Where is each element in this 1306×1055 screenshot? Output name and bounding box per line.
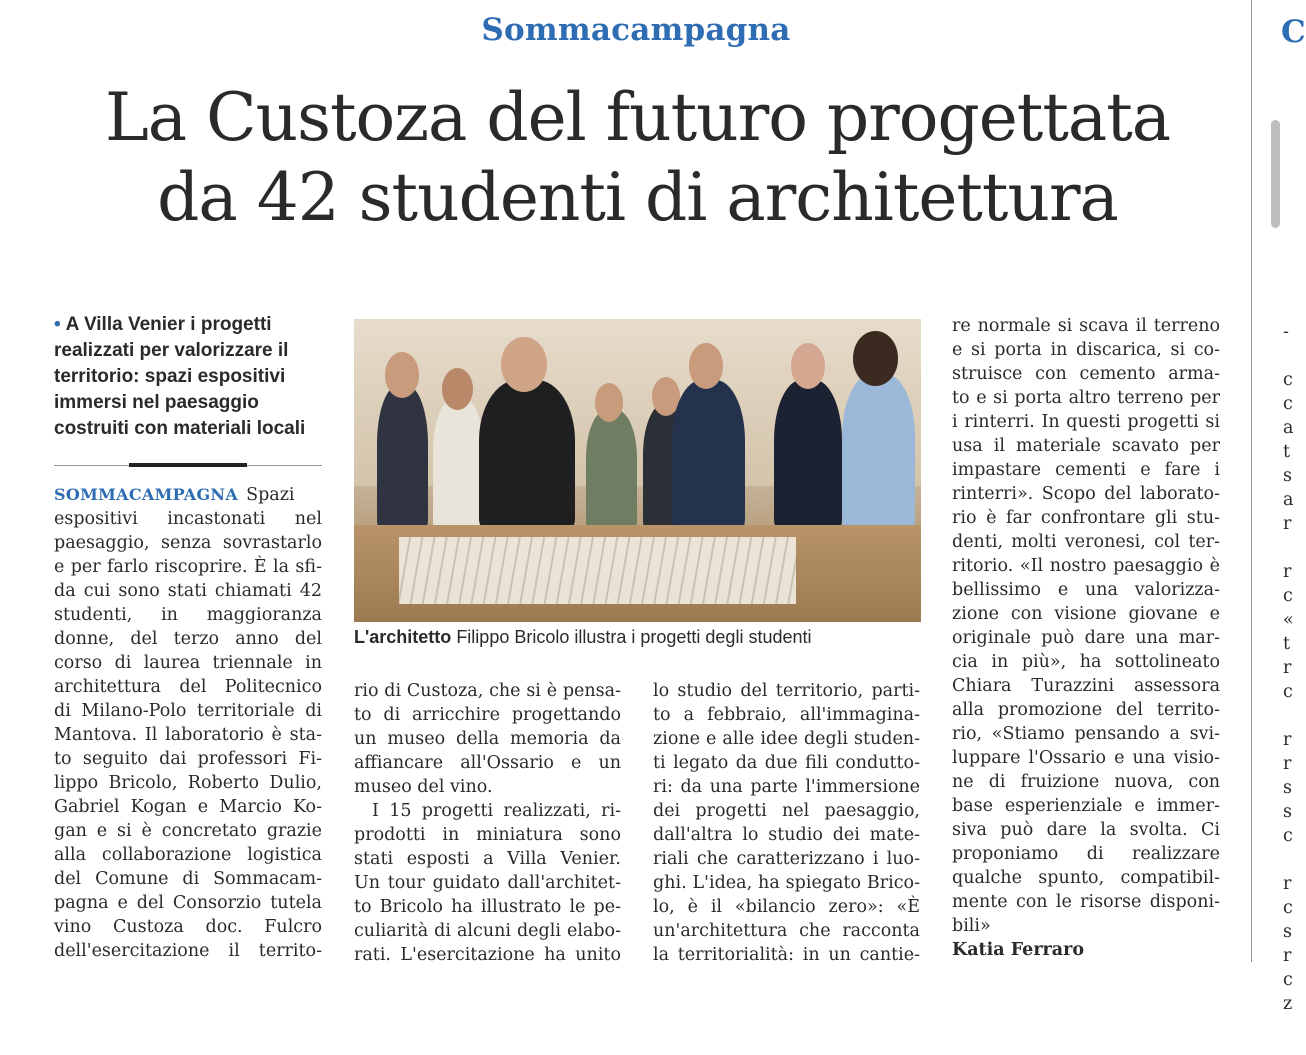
text-line: alla collaborazione logistica [54,845,322,865]
text-line: architettura del Politecnico [54,677,322,697]
text-line: e per farlo riscoprire. È la sfi- [54,557,322,577]
text-line: pagna e del Consorzio tutela [54,893,322,913]
text-line: rio di Custoza, che si è pensa- [354,681,621,701]
text-line: originale può dare una mar- [952,628,1220,648]
text-line: base esperienziale e immer- [952,796,1220,816]
text-line: e si porta in discarica, si co- [952,340,1220,360]
text-line: to seguito dai professori Fi- [54,749,322,769]
headline-line-1: La Custoza del futuro progettata [104,79,1171,156]
summary [54,312,326,442]
divider-accent [129,463,247,467]
author-signature: Katia Ferraro [952,940,1084,960]
photo-caption [354,627,924,648]
text-line: cia in più», ha sottolineato [952,652,1220,672]
text-line: rati. L'esercitazione ha unito [354,945,621,965]
headline [40,78,1235,238]
caption-text: Filippo Bricolo illustra i progetti degli studenti [456,627,812,647]
text-line: to a febbraio, all'immagina- [653,705,920,725]
bullet-icon: • [54,314,61,335]
text-line: qualche spunto, compatibil- [952,868,1220,888]
text-line: gan e si è concretato grazie [54,821,322,841]
text-line: re normale si scava il terreno [952,316,1220,336]
text-line: to di arricchire progettando [354,705,621,725]
text-line: dall'altra lo studio dei mate- [653,825,920,845]
text-line: impastare cementi e fare i [952,460,1220,480]
text-line: to Bricolo ha illustrato le pe- [354,897,621,917]
text-line: la territorialità: in un cantie- [653,945,920,965]
text-line: ne di fruizione nuova, con [952,772,1220,792]
text-line: I 15 progetti realizzati, ri- [372,801,621,821]
text-line: Chiara Turazzini assessora [952,676,1220,696]
article-photo [354,319,921,622]
headline-line-2: da 42 studenti di architettura [157,159,1118,236]
text-line-start: Spazi [246,485,295,505]
text-line: denti, molti veronesi, col ter- [952,532,1220,552]
text-line: mente con le risorse disponi- [952,892,1220,912]
next-article-kicker: C [1281,14,1306,50]
text-line: un museo della memoria da [354,729,621,749]
text-line: bellissimo e una valorizza- [952,580,1220,600]
text-line: un'architettura che racconta [653,921,920,941]
text-line: corso di laurea triennale in [54,653,322,673]
text-line: to e si porta altro terreno per [952,388,1220,408]
text-line: Gabriel Kogan e Marcio Ko- [54,797,322,817]
article-column-2 [354,679,621,967]
text-line: zione con visione giovane e [952,604,1220,624]
article-column-1 [54,483,322,963]
article-column-4 [952,314,1220,962]
text-line: museo del vino. [354,777,493,797]
text-line: zione e alle idee degli studen- [653,729,920,749]
text-line: Un tour guidato dall'architet- [354,873,621,893]
text-line: lo studio del territorio, parti- [653,681,920,701]
text-line: Mantova. Il laboratorio è sta- [54,725,322,745]
text-line: di Milano-Polo territoriale di [54,701,322,721]
section-kicker: Sommacampagna [481,12,791,48]
text-line: usa il materiale scavato per [952,436,1220,456]
next-article-edge: - c c a t s a r r c « t r c r r s s c r c s r c z [1283,322,1294,1014]
text-line: i rinterri. In questi progetti si [952,412,1220,432]
text-line: lippo Bricolo, Roberto Dulio, [54,773,322,793]
text-line: stati esposti a Villa Venier. [354,849,621,869]
text-line: studenti, in maggioranza [54,605,322,625]
text-line [54,483,322,507]
text-line: riali che caratterizzano i luo- [653,849,920,869]
text-line: luppare l'Ossario e una visio- [952,748,1220,768]
text-line: rinterri». Scopo del laborato- [952,484,1220,504]
text-line: espositivi incastonati nel [54,509,322,529]
text-line: da cui sono stati chiamati 42 [54,581,322,601]
text-line: dell'esercitazione il territo- [54,941,322,961]
text-line: rio, «Stiamo pensando a svi- [952,724,1220,744]
text-line: alla promozione del territo- [952,700,1220,720]
text-line: struisce con cemento arma- [952,364,1220,384]
text-line: lo, è il «bilancio zero»: «È [653,897,920,917]
scrollbar-thumb[interactable] [1271,120,1280,228]
text-line: vino Custoza doc. Fulcro [54,917,322,937]
dateline: SOMMACAMPAGNA [54,485,239,504]
text-line: culiarità di alcuni degli elabo- [354,921,621,941]
text-line: ti legato da due fili condutto- [653,753,920,773]
text-line: dei progetti nel paesaggio, [653,801,920,821]
text-line: prodotti in miniatura sono [354,825,621,845]
text-line: ritorio. «Il nostro paesaggio è [952,556,1220,576]
text-line: bili» [952,916,991,936]
text-line: rio è far confrontare gli stu- [952,508,1220,528]
article-column-3 [653,679,920,967]
caption-lead: L'architetto [354,627,452,647]
text-line: paesaggio, senza sovrastarlo [54,533,322,553]
text-line: ghi. L'idea, ha spiegato Brico- [653,873,920,893]
text-line: donne, del terzo anno del [54,629,322,649]
text-line: proponiamo di realizzare [952,844,1220,864]
column-divider [1251,0,1252,962]
text-line: ri: da una parte l'immersione [653,777,920,797]
text-line: affiancare all'Ossario e un [354,753,621,773]
summary-text: A Villa Venier i progetti realizzati per valorizzare il territorio: spazi espositivi immersi nel paesaggio costruiti con materiali locali [54,314,306,439]
text-line: siva può dare la svolta. Ci [952,820,1220,840]
text-line: del Comune di Sommacam- [54,869,322,889]
